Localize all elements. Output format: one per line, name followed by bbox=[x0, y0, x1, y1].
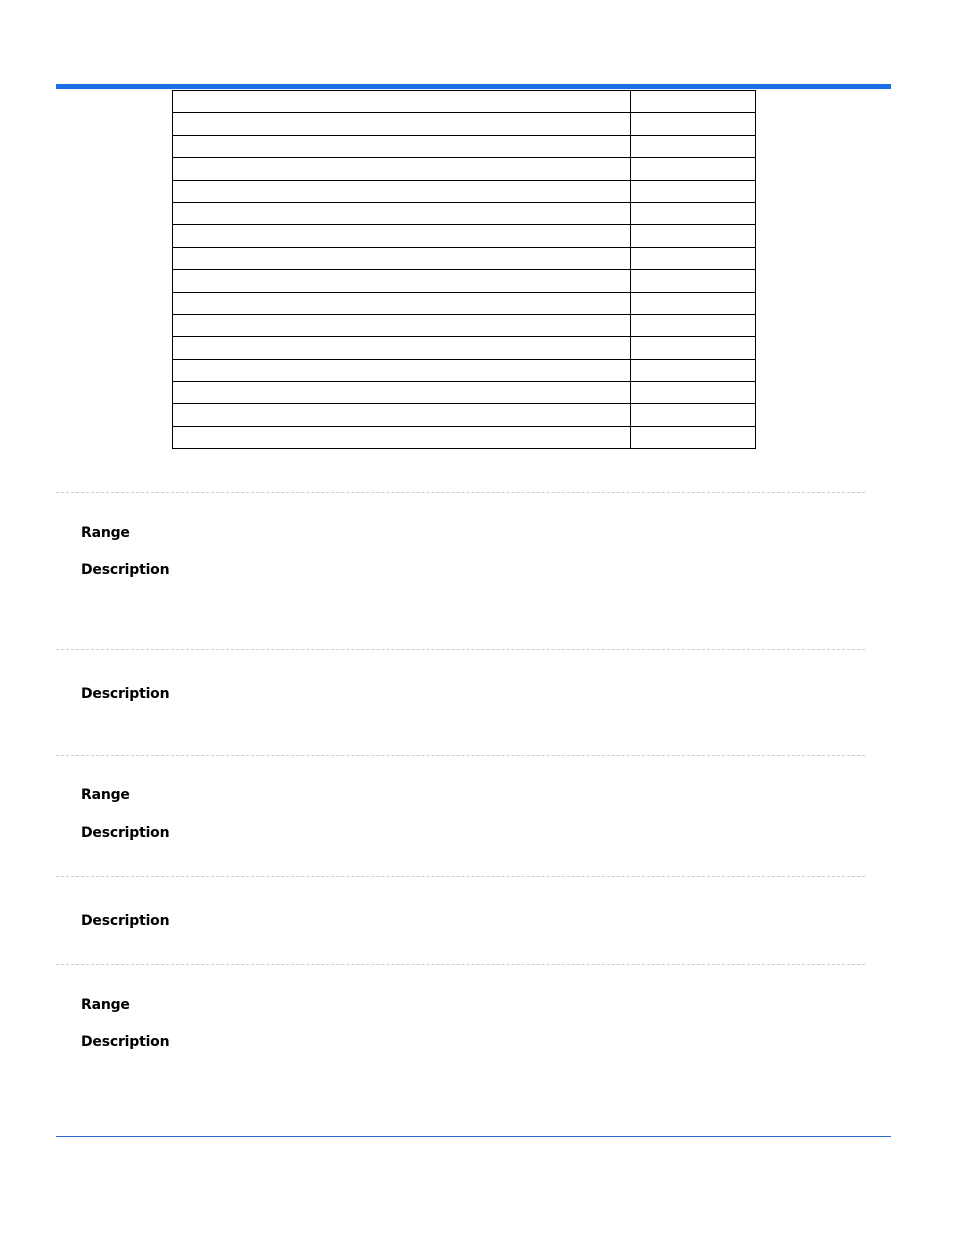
section-divider-1 bbox=[56, 492, 865, 493]
section-divider-5 bbox=[56, 964, 865, 965]
table-row bbox=[173, 180, 756, 202]
table-cell-value bbox=[631, 270, 756, 292]
table-cell-name bbox=[173, 225, 631, 247]
table-row bbox=[173, 426, 756, 448]
footer-rule bbox=[56, 1136, 891, 1137]
section-divider-4 bbox=[56, 876, 865, 877]
table-row bbox=[173, 337, 756, 359]
description-label: Description bbox=[81, 562, 170, 578]
table-cell-value bbox=[631, 91, 756, 113]
table-row bbox=[173, 113, 756, 135]
parameter-table-body bbox=[173, 91, 756, 449]
section-divider-3 bbox=[56, 755, 865, 756]
table-cell-value bbox=[631, 404, 756, 426]
table-cell-name bbox=[173, 359, 631, 381]
table-cell-value bbox=[631, 314, 756, 336]
table-cell-name bbox=[173, 91, 631, 113]
table-row bbox=[173, 382, 756, 404]
table-cell-name bbox=[173, 314, 631, 336]
table-row bbox=[173, 91, 756, 113]
table-cell-name bbox=[173, 426, 631, 448]
table-row bbox=[173, 314, 756, 336]
table-cell-name bbox=[173, 180, 631, 202]
table-row bbox=[173, 270, 756, 292]
table-row bbox=[173, 404, 756, 426]
parameter-table bbox=[172, 90, 756, 449]
table-cell-value bbox=[631, 113, 756, 135]
table-cell-value bbox=[631, 158, 756, 180]
table-cell-name bbox=[173, 382, 631, 404]
range-label: Range bbox=[81, 997, 130, 1013]
table-cell-value bbox=[631, 382, 756, 404]
description-label: Description bbox=[81, 825, 170, 841]
table-cell-name bbox=[173, 292, 631, 314]
range-label: Range bbox=[81, 787, 130, 803]
table-row bbox=[173, 202, 756, 224]
table-cell-name bbox=[173, 158, 631, 180]
table-row bbox=[173, 158, 756, 180]
table-cell-name bbox=[173, 404, 631, 426]
table-cell-name bbox=[173, 113, 631, 135]
table-cell-value bbox=[631, 359, 756, 381]
description-label: Description bbox=[81, 1034, 170, 1050]
table-cell-name bbox=[173, 202, 631, 224]
table-cell-value bbox=[631, 426, 756, 448]
section-divider-2 bbox=[56, 649, 865, 650]
table-row bbox=[173, 135, 756, 157]
table-cell-name bbox=[173, 247, 631, 269]
table-cell-value bbox=[631, 292, 756, 314]
table-row bbox=[173, 292, 756, 314]
header-accent-bar bbox=[56, 84, 891, 89]
table-cell-value bbox=[631, 247, 756, 269]
table-cell-name bbox=[173, 337, 631, 359]
table-row bbox=[173, 247, 756, 269]
table-cell-value bbox=[631, 225, 756, 247]
table-row bbox=[173, 359, 756, 381]
range-label: Range bbox=[81, 525, 130, 541]
table-cell-value bbox=[631, 337, 756, 359]
table-cell-value bbox=[631, 135, 756, 157]
table-cell-name bbox=[173, 135, 631, 157]
table-row bbox=[173, 225, 756, 247]
table-cell-name bbox=[173, 270, 631, 292]
table-cell-value bbox=[631, 202, 756, 224]
table-cell-value bbox=[631, 180, 756, 202]
description-label: Description bbox=[81, 913, 170, 929]
description-label: Description bbox=[81, 686, 170, 702]
